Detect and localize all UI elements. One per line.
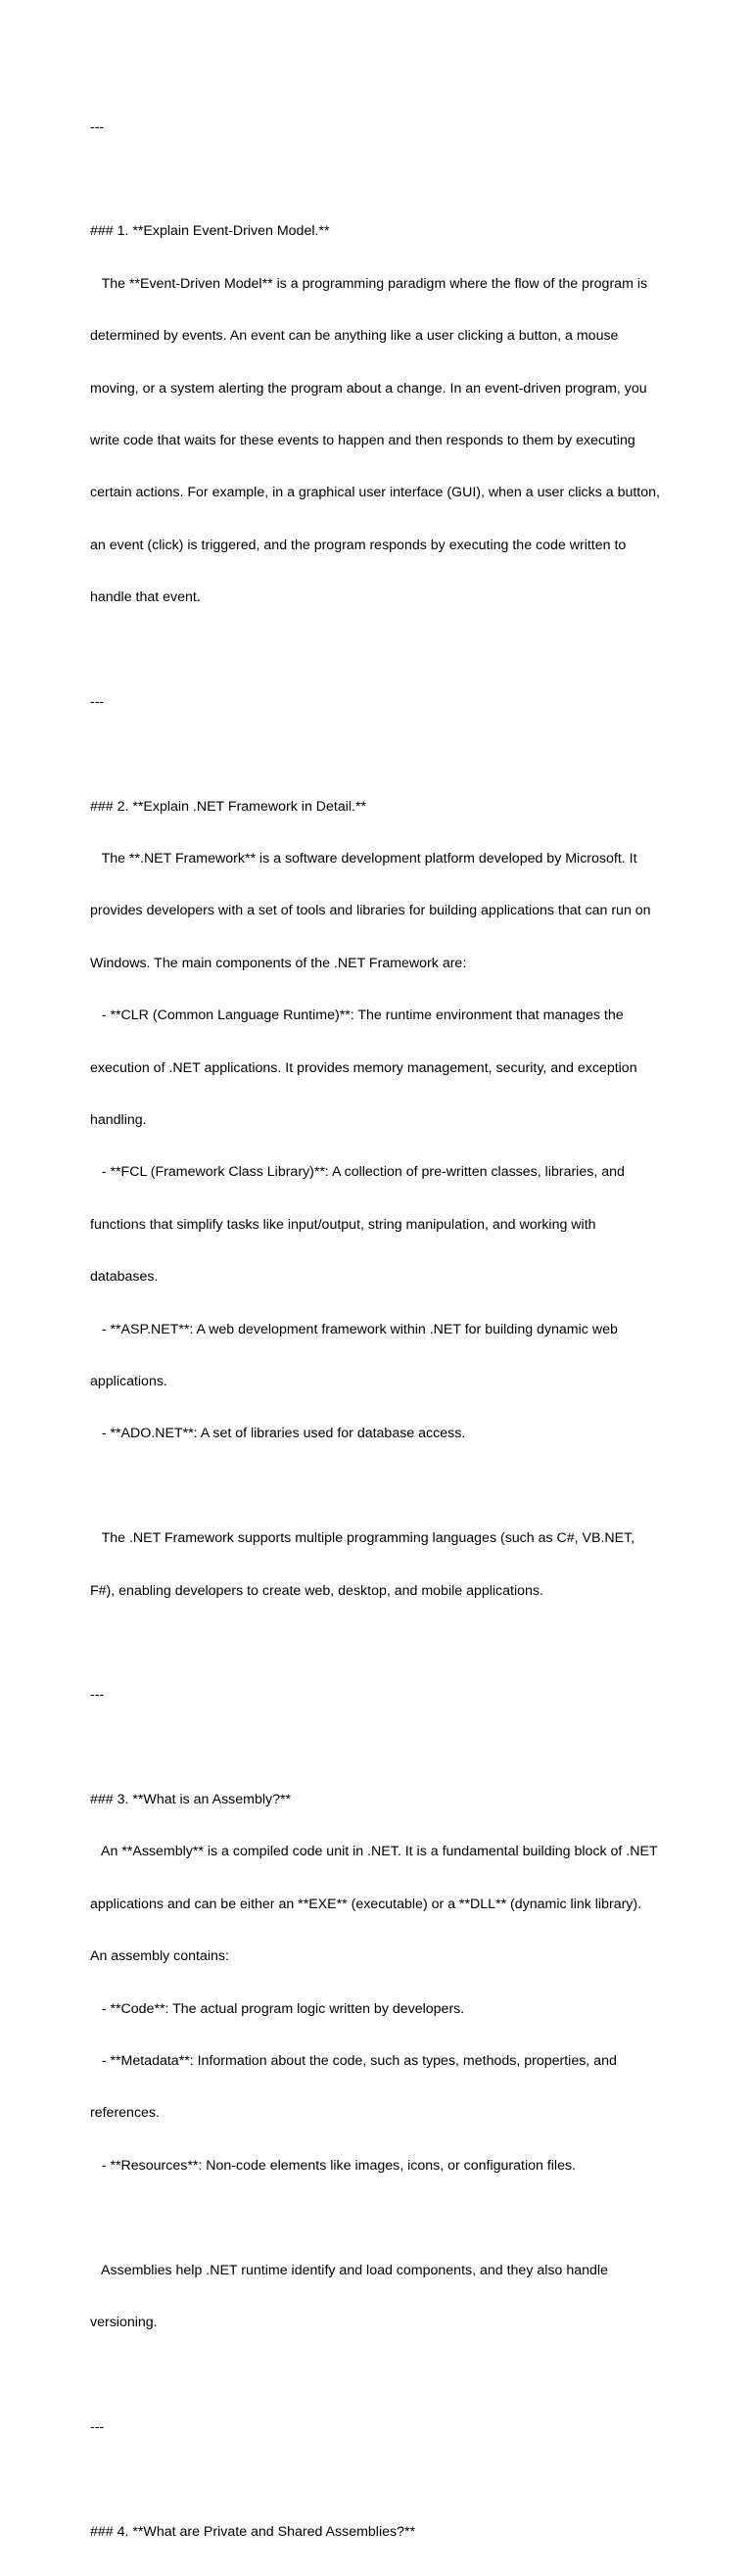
section-2-text-line: The .NET Framework supports multiple programming languages (such as C#, VB.NET, bbox=[90, 1530, 635, 1547]
section-1-text-line: certain actions. For example, in a graphical user interface (GUI), when a user clicks a button, bbox=[90, 485, 660, 501]
blank-line bbox=[90, 2210, 678, 2227]
section-3-text-line: applications and can be either an **EXE** (executable) or a **DLL** (dynamic link library). bbox=[90, 1896, 642, 1912]
blank-line bbox=[90, 1478, 678, 1496]
section-2-text-line: execution of .NET applications. It provides memory management, security, and exception bbox=[90, 1059, 637, 1076]
section-4-heading: ### 4. **What are Private and Shared Assemblies?** bbox=[90, 2523, 416, 2540]
blank-line bbox=[90, 2366, 678, 2384]
section-2-text-line: databases. bbox=[90, 1269, 159, 1286]
section-2-text-line: handling. bbox=[90, 1112, 147, 1129]
section-3-text-line: references. bbox=[90, 2105, 160, 2122]
separator-line: --- bbox=[90, 693, 105, 710]
section-1-text-line: The **Event-Driven Model** is a programming paradigm where the flow of the program is bbox=[90, 275, 648, 292]
section-1-heading: ### 1. **Explain Event-Driven Model.** bbox=[90, 223, 330, 240]
section-3-heading: ### 3. **What is an Assembly?** bbox=[90, 1792, 292, 1808]
blank-line bbox=[90, 746, 678, 764]
section-3-text-line: versioning. bbox=[90, 2315, 158, 2330]
section-2-bullet-line: - **FCL (Framework Class Library)**: A collection of pre-written classes, libraries, and bbox=[90, 1164, 625, 1181]
blank-line bbox=[90, 1740, 678, 1757]
separator-line: --- bbox=[90, 2418, 105, 2435]
section-2-text-line: applications. bbox=[90, 1373, 167, 1389]
section-2-text-line: F#), enabling developers to create web, desktop, and mobile applications. bbox=[90, 1582, 543, 1599]
section-1-text-line: write code that waits for these events to happen and then responds to them by executing bbox=[90, 432, 635, 448]
section-3-text-line: Assemblies help .NET runtime identify and load components, and they also handle bbox=[90, 2262, 608, 2278]
section-2-bullet-line: - **ADO.NET**: A set of libraries used for database access. bbox=[90, 1426, 466, 1442]
section-2-text-line: The **.NET Framework** is a software development platform developed by Microsoft. It bbox=[90, 851, 637, 867]
blank-line bbox=[90, 2471, 678, 2489]
section-2-text-line: functions that simplify tasks like input/output, string manipulation, and working with bbox=[90, 1216, 596, 1233]
separator-line: --- bbox=[90, 1687, 105, 1704]
section-1-text-line: handle that event. bbox=[90, 589, 201, 606]
section-2-bullet-line: - **ASP.NET**: A web development framework within .NET for building dynamic web bbox=[90, 1321, 618, 1337]
section-2-bullet-line: - **CLR (Common Language Runtime)**: The runtime environment that manages the bbox=[90, 1007, 624, 1024]
document-body bbox=[90, 84, 678, 2576]
section-2-text-line: Windows. The main components of the .NET Framework are: bbox=[90, 955, 467, 971]
section-3-text-line: An assembly contains: bbox=[90, 1948, 229, 1965]
section-3-text-line: An **Assembly** is a compiled code unit in .NET. It is a fundamental building block of .NET bbox=[90, 1844, 658, 1860]
blank-line bbox=[90, 1635, 678, 1653]
blank-line bbox=[90, 171, 678, 189]
separator-line: --- bbox=[90, 118, 105, 135]
section-2-text-line: provides developers with a set of tools and libraries for building applications that can run on bbox=[90, 903, 651, 919]
section-1-text-line: moving, or a system alerting the program about a change. In an event-driven program, you bbox=[90, 380, 647, 397]
section-3-bullet-line: - **Metadata**: Information about the code, such as types, methods, properties, and bbox=[90, 2053, 617, 2070]
section-1-text-line: an event (click) is triggered, and the program responds by executing the code written to bbox=[90, 537, 627, 553]
section-2-heading: ### 2. **Explain .NET Framework in Detail.** bbox=[90, 798, 367, 815]
section-3-bullet-line: - **Code**: The actual program logic written by developers. bbox=[90, 2000, 465, 2017]
section-1-text-line: determined by events. An event can be anything like a user clicking a button, a mouse bbox=[90, 328, 619, 345]
section-3-bullet-line: - **Resources**: Non-code elements like images, icons, or configuration files. bbox=[90, 2157, 577, 2174]
blank-line bbox=[90, 642, 678, 660]
